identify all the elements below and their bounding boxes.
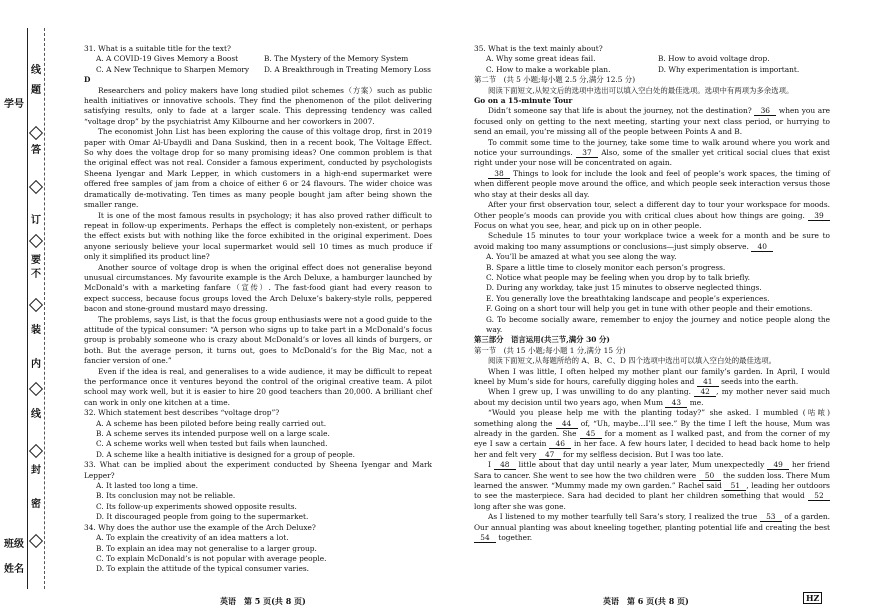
text: To commit some time to the journey, take some time to walk around where you work and notice your surroundings. [474,137,830,158]
blank-53: 53 [760,512,782,522]
blank-40: 40 [751,242,773,252]
option: B. Its conclusion may not be reliable. [96,491,236,501]
left-column [84,44,432,575]
text: , leading her outdoors to see the masterpiece. Sara had decided to plant her children something that would [474,481,830,501]
question-35-options [474,54,830,64]
text: seeds into the earth. [721,377,799,386]
blank-36: 36 [754,106,776,116]
option: A. A COVID-19 Gives Memory a Boost [96,54,239,64]
page-footer-right: 英语 第 6 页(共 8 页) [603,596,689,606]
text: for a moment as I walked past, and from the corner of my eye I saw a certain [474,429,830,449]
part-3-heading: 第三部分 语言运用(共三节,满分 30 分) [474,335,610,345]
passage-paragraph: Even if the idea is real, and generalises to a wide audience, it may be difficult to repeat the performance once it ventures beyond the control of the original creative team. A pilot school may work well, but it is easier to hire 20 good teachers than 20,000. A brilliant chef can work in only one kitchen at a time. [84,366,432,407]
text: “Would you please help me with the planting today?” she asked. I mumbled (咕哝) something along the [474,408,830,428]
text: Also, some of the smaller yet critical social clues that exist right under your nose will be concentrated on again. [474,148,830,168]
section-1-heading: 第一节 (共 15 小题;每小题 1 分,满分 15 分) [474,345,626,355]
choice-option: A. You’ll be amazed at what you see along the way. [486,252,677,262]
blank-50: 50 [699,471,721,481]
right-column [474,44,830,544]
text: me. [689,397,704,407]
choice-option: G. To become socially aware, remember to enjoy the journey and notice people along the way. [486,314,830,334]
option: B. A scheme serves its intended purpose well on a large scale. [96,429,330,439]
choice-option: E. You generally love the breathtaking landscape and people’s experiences. [486,293,770,303]
margin-diamond-icon [29,180,43,194]
section-2-heading: 第二节 (共 5 小题;每小题 2.5 分,满分 12.5 分) [474,75,636,85]
cloze-paragraph [474,387,830,408]
option: C. How to make a workable plan. [486,64,611,74]
blank-42: 42 [694,387,716,397]
option: A. Why some great ideas fail. [486,54,596,64]
page-footer-left: 英语 第 5 页(共 8 页) [220,596,306,606]
margin-char: 装 [31,325,41,336]
question-32-stem: 32. Which statement best describes “voltage drop”? [84,408,280,418]
option: C. A scheme works well when tested but fails when launched. [96,439,328,449]
margin-diamond-icon [29,534,43,548]
text: After your first observation tour, select a different day to tour your workspace for moods. Other people’s moods can provide you with critical clues about how things are going. [474,200,830,220]
passage-paragraph [474,138,830,169]
blank-47: 47 [539,450,561,460]
question-31-options [84,54,432,64]
choice-option: B. Spare a little time to closely monitor each person’s progress. [486,262,726,272]
blank-41: 41 [697,377,719,387]
text: of, “Uh, maybe…I’ll see.” By the time I left the house, Mum was already in the garden. She [474,418,830,439]
margin-field-label: 姓名 [4,564,24,575]
option: C. A New Technique to Sharpen Memory [96,64,250,74]
margin-char: 线 [31,65,41,76]
text: the sudden loss. There Mum learned the answer. “Mummy made my own garden.” Rachel said [474,470,830,491]
option: D. To explain the attitude of the typical consumer varies. [96,564,310,574]
blank-37: 37 [576,148,598,158]
section-1-instructions: 阅读下面短文,从每题所给的 A、B、C、D 四个选项中选出可以填入空白处的最佳选项。 [488,356,777,366]
text: , my mother never said much about my decision until two years ago, when Mum [474,387,830,407]
blank-43: 43 [665,398,687,408]
text: for my selfless decision. But I was too late. [563,449,724,459]
choice-option: C. Notice what people may be feeling when you drop by to talk briefly. [486,272,750,282]
text: I [488,460,491,470]
passage-paragraph: The problems, says List, is that the focus group enthusiasts were not a good guide to the attitude of the typical consumer: “A person who signs up to take part in a McDonald’s focus group is probably someone who is crazy about McDonald’s or loves all kinds of burgers, or both. But the average person, it turns out, goes to McDonald’s for the Big Mac, not a fancier version of one.” [84,314,432,366]
passage-paragraph: Researchers and policy makers have long studied pilot schemes（方案）such as public health initiatives or innovative schools. They find the phenomenon of the pilot delivering satisfying results, only to fade at a larger scale. This depressing tendency was called “voltage drop” by the psychiatrist Amy Kilbourne and her coworkers in 2007. [84,85,432,126]
margin-char: 题 [31,85,41,96]
passage-paragraph [474,200,830,231]
option: B. To explain an idea may not generalise to a larger group. [96,543,317,553]
choice-option: D. During any workday, take just 15 minutes to observe neglected things. [486,283,762,293]
text: Things to look for include the look and feel of people’s work spaces, the timing of when different people move around the office, and which people seek interaction versus those who stay at their desks all day. [474,168,830,199]
question-31-options [84,65,432,75]
margin-char: 内 [31,359,41,370]
margin-diamond-icon [29,444,43,458]
margin-dashed-rule [44,28,45,589]
blank-49: 49 [767,460,789,470]
blank-51: 51 [724,481,746,491]
text: in her face. A few hours later, I decided to head back home to help her and felt very [474,439,830,459]
cloze-paragraph [474,460,830,512]
text: When I was little, I often helped my mother plant our family’s garden. In April, I would kneel by Mum’s side for hours, carefully digging holes and [474,366,830,386]
option: D. A scheme like a health initiative is designed for a group of people. [96,449,355,459]
cloze-paragraph [474,408,830,460]
blank-38: 38 [488,169,510,179]
margin-char: 密 [31,499,41,510]
passage-paragraph [474,231,830,252]
option: B. The Mystery of the Memory System [264,54,409,64]
question-35-options [474,65,830,75]
passage-paragraph [474,106,830,137]
margin-char: 要 [31,255,41,266]
blank-48: 48 [494,460,516,470]
option: D. It discouraged people from going to the supermarket. [96,512,309,522]
margin-char: 封 [31,465,41,476]
cloze-paragraph [474,512,830,543]
question-31-stem: 31. What is a suitable title for the text? [84,44,231,53]
blank-44: 44 [556,419,578,429]
passage-paragraph: The economist John List has been exploring the cause of this voltage drop, first in 2019 paper with Omar Al-Ubaydli and Dana Suskind, then in a recent book, The Voltage Effect. So why does the voltage drop for so many promising ideas? One common problem is that the original effect was not real. Consider a famous experiment, conducted by psychologists Sheena Iyengar and Mark Lepper, in which customers in a high-end supermarket were offered free samples of jam from a choice of either 6 or 24 flavours. The wider choice was dramatically de-motivating. Ten times as many people bought jam after being shown the smaller range. [84,127,432,210]
option: C. To explain McDonald’s is not popular with average people. [96,553,327,563]
text: her friend Sara to cancer. She went to see how the two children were [474,460,830,480]
blank-46: 46 [549,439,571,449]
text: little about that day until nearly a year later, Mum unexpectedly [518,460,765,470]
option: A. A scheme has been piloted before being really carried out. [96,418,327,428]
text: together. [498,533,533,543]
text: when you are focused only on getting to the next meeting, starting your next class period, or hurrying to send an email, you’re missing all of the people between Points A and B. [474,106,831,137]
question-34-stem: 34. Why does the author use the example of the Arch Deluxe? [84,522,316,532]
passage-paragraph: It is one of the most famous results in psychology; it has also proved rather difficult to repeat in follow-up experiments. Perhaps the effect is completely non-existent, or perhaps the effect exists but with nothing like the force exhibited in the original experiment. Does anyone seriously believe your local supermarket would sell 10 times as much produce if only it simplified its product line? [84,210,432,262]
margin-char: 答 [31,145,41,156]
text: As I listened to my mother tearfully tell Sara’s story, I realized the true [488,512,758,522]
text: Focus on what you see, hear, and pick up on in other people. [474,220,702,230]
choice-option: F. Going on a short tour will help you get in tune with other people and their emotions. [486,304,813,314]
margin-diamond-icon [29,126,43,140]
blank-39: 39 [808,211,830,221]
option: D. A Breakthrough in Treating Memory Loss [264,64,431,74]
paper-code-badge: HZ [803,592,822,604]
margin-diamond-icon [29,382,43,396]
passage-paragraph [474,169,830,200]
option: C. Its follow-up experiments showed opposite results. [96,501,297,511]
text: Didn’t someone say that life is about the journey, not the destination? [488,106,752,116]
option: A. To explain the creativity of an idea matters a lot. [96,533,289,543]
option: B. How to avoid voltage drop. [658,54,770,64]
margin-char: 订 [31,215,41,226]
blank-54: 54 [474,533,496,543]
margin-diamond-icon [29,234,43,248]
text: of a garden. Our annual planting was about kneeling together, planting potential life and creating the best [474,512,830,532]
text: Schedule 15 minutes to tour your workplace twice a week for a month and be sure to avoid making too many assumptions or conclusions—just simply observe. [474,231,830,251]
margin-char: 不 [31,269,41,280]
question-33-stem: 33. What can be implied about the experiment conducted by Sheena Iyengar and Mark Lepper? [84,460,432,480]
blank-52: 52 [808,491,830,501]
margin-field-label: 学号 [4,99,24,110]
blank-45: 45 [580,429,602,439]
passage-paragraph: Another source of voltage drop is when the original effect does not generalise beyond unusual circumstances. My favourite example is the Arch Deluxe, a hamburger launched by McDonald’s with a marketing fanfare（宣传）. The fast-food giant had every reason to expect success, because focus groups loved the Arch Deluxe’s bakery-style rolls, peppered bacon and stone-ground mustard mayo dressing. [84,262,432,314]
question-35-stem: 35. What is the text mainly about? [474,44,603,53]
text: When I grew up, I was unwilling to do any planting. [488,387,691,397]
option: D. Why experimentation is important. [658,64,800,74]
passage-title: Go on a 15-minute Tour [474,96,573,106]
option: A. It lasted too long a time. [96,481,198,491]
margin-rule [27,28,28,589]
section-2-instructions: 阅读下面短文,从短文后的选项中选出可以填入空白处的最佳选项。选项中有两项为多余选项。 [488,85,794,95]
binding-margin [0,0,58,607]
cloze-paragraph [474,367,830,388]
text: long after she was gone. [474,501,566,511]
passage-letter: D [84,75,91,85]
margin-field-label: 班级 [4,539,24,550]
margin-diamond-icon [29,298,43,312]
margin-char: 线 [31,409,41,420]
